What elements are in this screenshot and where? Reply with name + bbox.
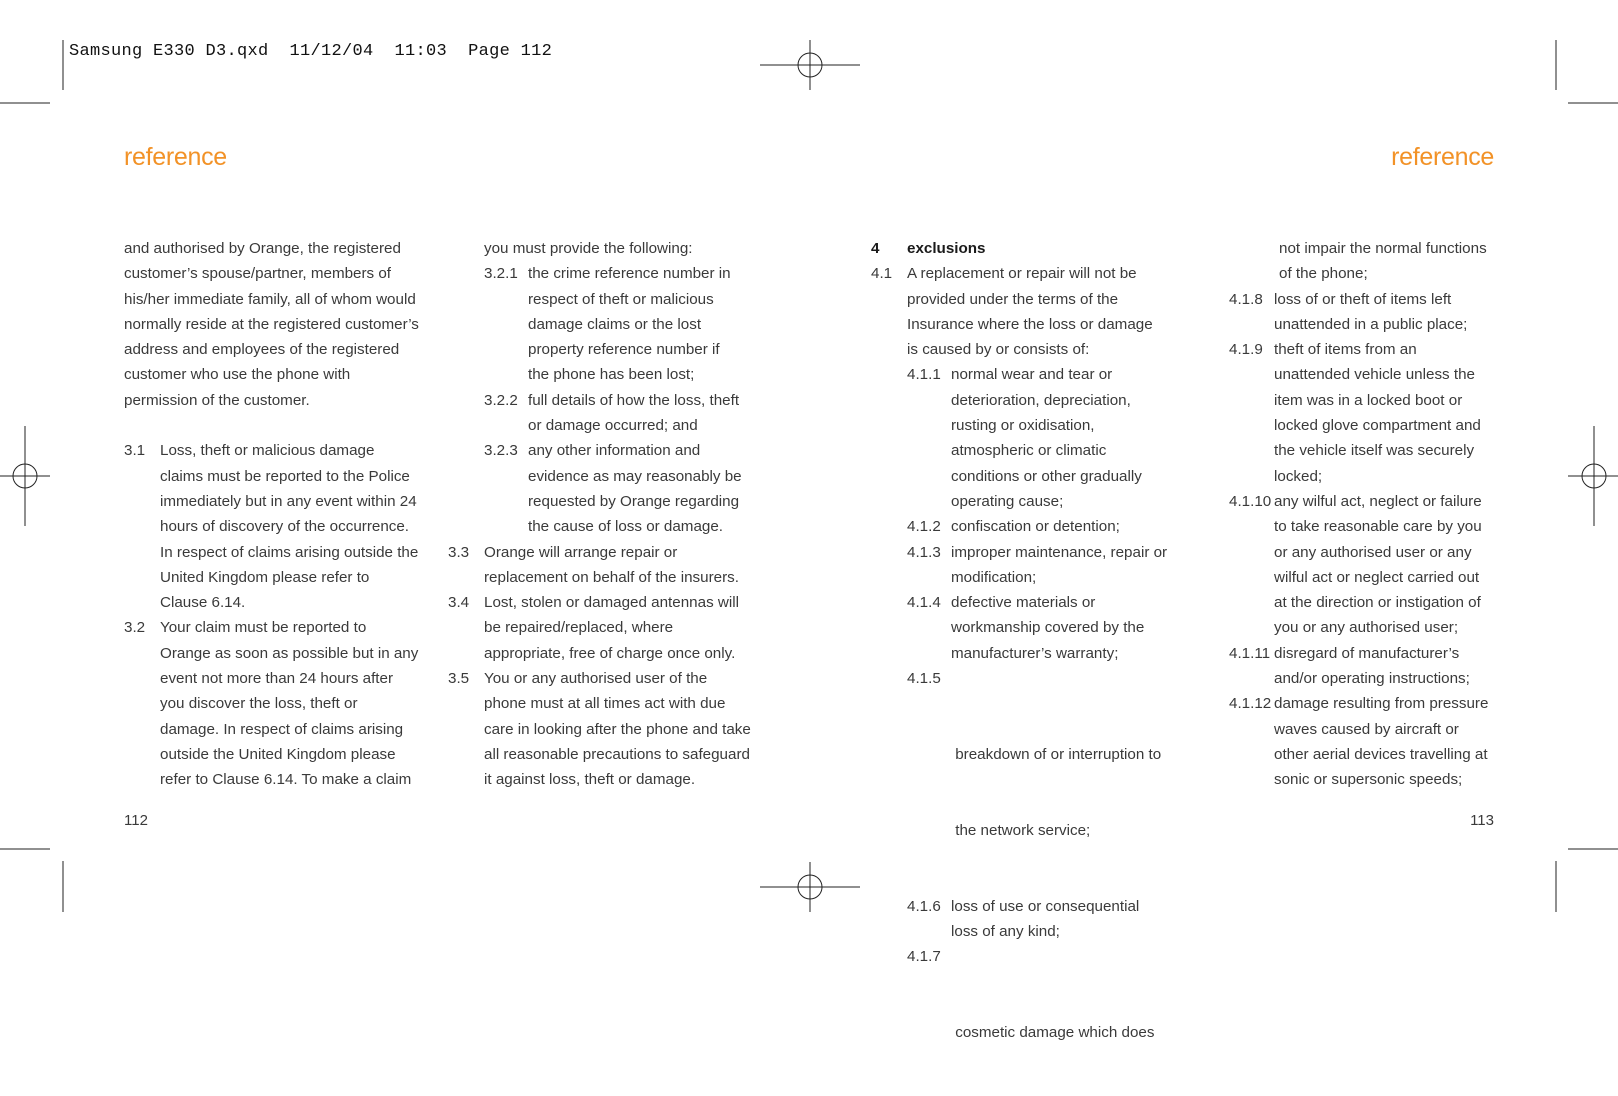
subclause-item — [871, 540, 1191, 591]
clause-number: 4.1.12 — [1229, 695, 1272, 713]
text-line: waves caused by aircraft or — [1274, 720, 1459, 738]
text-line: loss of any kind; — [951, 923, 1060, 941]
text-line: or any authorised user or any — [1274, 543, 1472, 561]
text-line: full details of how the loss, theft — [528, 391, 740, 409]
text-line: breakdown of or interruption to — [951, 745, 1162, 763]
subclause-item — [871, 514, 1191, 539]
print-slug: Samsung E330 D3.qxd 11/12/04 11:03 Page 112 — [69, 42, 553, 61]
text-line: customer’s spouse/partner, members of — [124, 265, 392, 283]
text-line: atmospheric or climatic — [951, 442, 1107, 460]
clause-number: 3.1 — [124, 442, 146, 460]
text-line: Insurance where the loss or damage — [907, 315, 1153, 333]
clause-number: 4.1.9 — [1229, 341, 1263, 359]
text-column-2 — [448, 236, 768, 793]
text-line: you must provide the following: — [484, 240, 693, 257]
clause-item — [871, 261, 1191, 362]
text-line: any other information and — [528, 442, 701, 460]
text-line: modification; — [951, 568, 1037, 586]
registration-target-icon — [760, 40, 860, 90]
clause-number: 3.2.2 — [484, 391, 518, 409]
text-line: unattended in a public place; — [1274, 315, 1468, 333]
paragraph — [1229, 236, 1529, 287]
subclause-item — [871, 362, 1191, 514]
clause-item — [448, 590, 768, 666]
text-line: it against loss, theft or damage. — [484, 771, 696, 789]
text-line: evidence as may reasonably be — [528, 467, 742, 485]
text-line: address and employees of the registered — [124, 341, 400, 359]
text-line: normally reside at the registered customer’s — [124, 315, 419, 333]
text-line: damage resulting from pressure — [1274, 695, 1489, 713]
text-line: unattended vehicle unless the — [1274, 366, 1475, 384]
text-line: You or any authorised user of the — [484, 670, 708, 688]
text-line: operating cause; — [951, 492, 1064, 510]
text-line: care in looking after the phone and take — [484, 720, 751, 738]
text-line: cosmetic damage which does — [951, 1024, 1155, 1042]
text-column-3 — [871, 236, 1191, 1096]
text-line: be repaired/replaced, where — [484, 619, 674, 637]
subclause-item — [1229, 287, 1529, 338]
text-line: claims must be reported to the Police — [160, 467, 410, 485]
text-line: Orange will arrange repair or — [484, 543, 678, 561]
text-line: rusting or oxidisation, — [951, 417, 1095, 435]
text-line: defective materials or — [951, 594, 1096, 612]
clause-number: 4.1.11 — [1229, 644, 1271, 662]
text-column-4 — [1229, 236, 1529, 793]
subclause-item — [1229, 337, 1529, 489]
text-line: normal wear and tear or — [951, 366, 1113, 384]
text-line: outside the United Kingdom please — [160, 745, 396, 763]
registration-target-icon — [0, 426, 50, 526]
text-line: wilful act or neglect carried out — [1274, 568, 1480, 586]
text-line: damage claims or the lost — [528, 315, 702, 333]
text-line: not impair the normal functions — [1279, 240, 1487, 257]
registration-target-icon — [760, 862, 860, 912]
clause-number: 4.1.7 — [907, 948, 941, 966]
page-number-left: 112 — [124, 812, 148, 829]
text-line: locked; — [1274, 467, 1323, 485]
text-line: immediately but in any event within 24 — [160, 492, 417, 510]
text-line: appropriate, free of charge once only. — [484, 644, 736, 662]
section-number: 4 — [871, 240, 880, 257]
clause-number: 4.1.8 — [1229, 290, 1263, 308]
text-line: permission of the customer. — [124, 391, 310, 409]
text-line: his/her immediate family, all of whom would — [124, 290, 416, 308]
clause-item — [448, 666, 768, 792]
subclause-item — [448, 438, 768, 539]
text-line: replacement on behalf of the insurers. — [484, 568, 739, 586]
text-line: is caused by or consists of: — [907, 341, 1090, 359]
text-line: respect of theft or malicious — [528, 290, 714, 308]
text-line: at the direction or instigation of — [1274, 594, 1481, 612]
clause-item — [448, 540, 768, 591]
text-line: United Kingdom please refer to — [160, 568, 370, 586]
section-heading-text: exclusions — [907, 240, 986, 257]
subclause-item — [1229, 641, 1529, 692]
paragraph — [124, 236, 434, 413]
text-line: provided under the terms of the — [907, 290, 1119, 308]
text-line: all reasonable precautions to safeguard — [484, 745, 750, 763]
registration-target-icon — [1568, 426, 1618, 526]
clause-number: 4.1.5 — [907, 670, 941, 688]
text-line: improper maintenance, repair or — [951, 543, 1168, 561]
text-line: phone must at all times act with due — [484, 695, 726, 713]
clause-number: 3.2.1 — [484, 265, 518, 283]
clause-number: 4.1.1 — [907, 366, 941, 384]
clause-number: 4.1.10 — [1229, 492, 1272, 510]
clause-item — [124, 615, 434, 792]
text-line: deterioration, depreciation, — [951, 391, 1131, 409]
text-line: Your claim must be reported to — [160, 619, 367, 637]
subclause-item — [448, 261, 768, 387]
text-line: event not more than 24 hours after — [160, 670, 394, 688]
section-title-left: reference — [124, 143, 227, 171]
text-line: of the phone; — [1279, 265, 1368, 283]
text-line: loss of use or consequential — [951, 897, 1140, 915]
text-line: you discover the loss, theft or — [160, 695, 358, 713]
clause-number: 4.1.2 — [907, 518, 941, 536]
text-line: you or any authorised user; — [1274, 619, 1459, 637]
text-line: other aerial devices travelling at — [1274, 745, 1488, 763]
text-line: conditions or other gradually — [951, 467, 1142, 485]
clause-number: 4.1.6 — [907, 897, 941, 915]
text-line: and/or operating instructions; — [1274, 670, 1470, 688]
text-line: confiscation or detention; — [951, 518, 1120, 536]
section-heading — [871, 236, 1191, 261]
text-line: In respect of claims arising outside the — [160, 543, 419, 561]
text-line: item was in a locked boot or — [1274, 391, 1463, 409]
text-line: manufacturer’s warranty; — [951, 644, 1119, 662]
text-line: sonic or supersonic speeds; — [1274, 771, 1463, 789]
clause-number: 3.4 — [448, 594, 470, 612]
text-line: any wilful act, neglect or failure — [1274, 492, 1482, 510]
text-line: requested by Orange regarding — [528, 492, 740, 510]
text-line: or damage occurred; and — [528, 417, 698, 435]
text-line: hours of discovery of the occurrence. — [160, 518, 410, 536]
page-number-right: 113 — [1470, 812, 1494, 829]
clause-number: 4.1.3 — [907, 543, 941, 561]
text-line: disregard of manufacturer’s — [1274, 644, 1460, 662]
text-line: A replacement or repair will not be — [907, 265, 1137, 283]
clause-number: 3.5 — [448, 670, 470, 688]
text-line: theft of items from an — [1274, 341, 1417, 359]
subclause-item — [1229, 489, 1529, 641]
clause-number: 3.2.3 — [484, 442, 518, 460]
text-line: property reference number if — [528, 341, 720, 359]
subclause-item — [871, 944, 1191, 1096]
text-line: Clause 6.14. — [160, 594, 246, 612]
text-line: Orange as soon as possible but in any — [160, 644, 419, 662]
text-line: the crime reference number in — [528, 265, 731, 283]
text-line: the vehicle itself was securely — [1274, 442, 1475, 460]
clause-number: 3.3 — [448, 543, 470, 561]
text-line: damage. In respect of claims arising — [160, 720, 404, 738]
text-column-1 — [124, 236, 434, 793]
text-line: locked glove compartment and — [1274, 417, 1481, 435]
clause-number: 4.1.4 — [907, 594, 941, 612]
clause-number: 4.1 — [871, 265, 893, 283]
clause-number: 3.2 — [124, 619, 146, 637]
text-line: workmanship covered by the — [951, 619, 1145, 637]
text-line: the network service; — [951, 821, 1091, 839]
subclause-item — [1229, 691, 1529, 792]
text-line: Lost, stolen or damaged antennas will — [484, 594, 739, 612]
text-line: loss of or theft of items left — [1274, 290, 1452, 308]
text-line: to take reasonable care by you — [1274, 518, 1482, 536]
clause-item — [124, 438, 434, 615]
section-title-right: reference — [1391, 143, 1494, 171]
subclause-item — [448, 388, 768, 439]
subclause-item — [871, 590, 1191, 666]
subclause-item — [871, 894, 1191, 945]
subclause-item — [871, 666, 1191, 894]
text-line: customer who use the phone with — [124, 366, 351, 384]
text-line: the phone has been lost; — [528, 366, 695, 384]
text-line: the cause of loss or damage. — [528, 518, 724, 536]
text-line: refer to Clause 6.14. To make a claim — [160, 771, 412, 789]
text-line: Loss, theft or malicious damage — [160, 442, 375, 460]
text-line: and authorised by Orange, the registered — [124, 240, 401, 257]
